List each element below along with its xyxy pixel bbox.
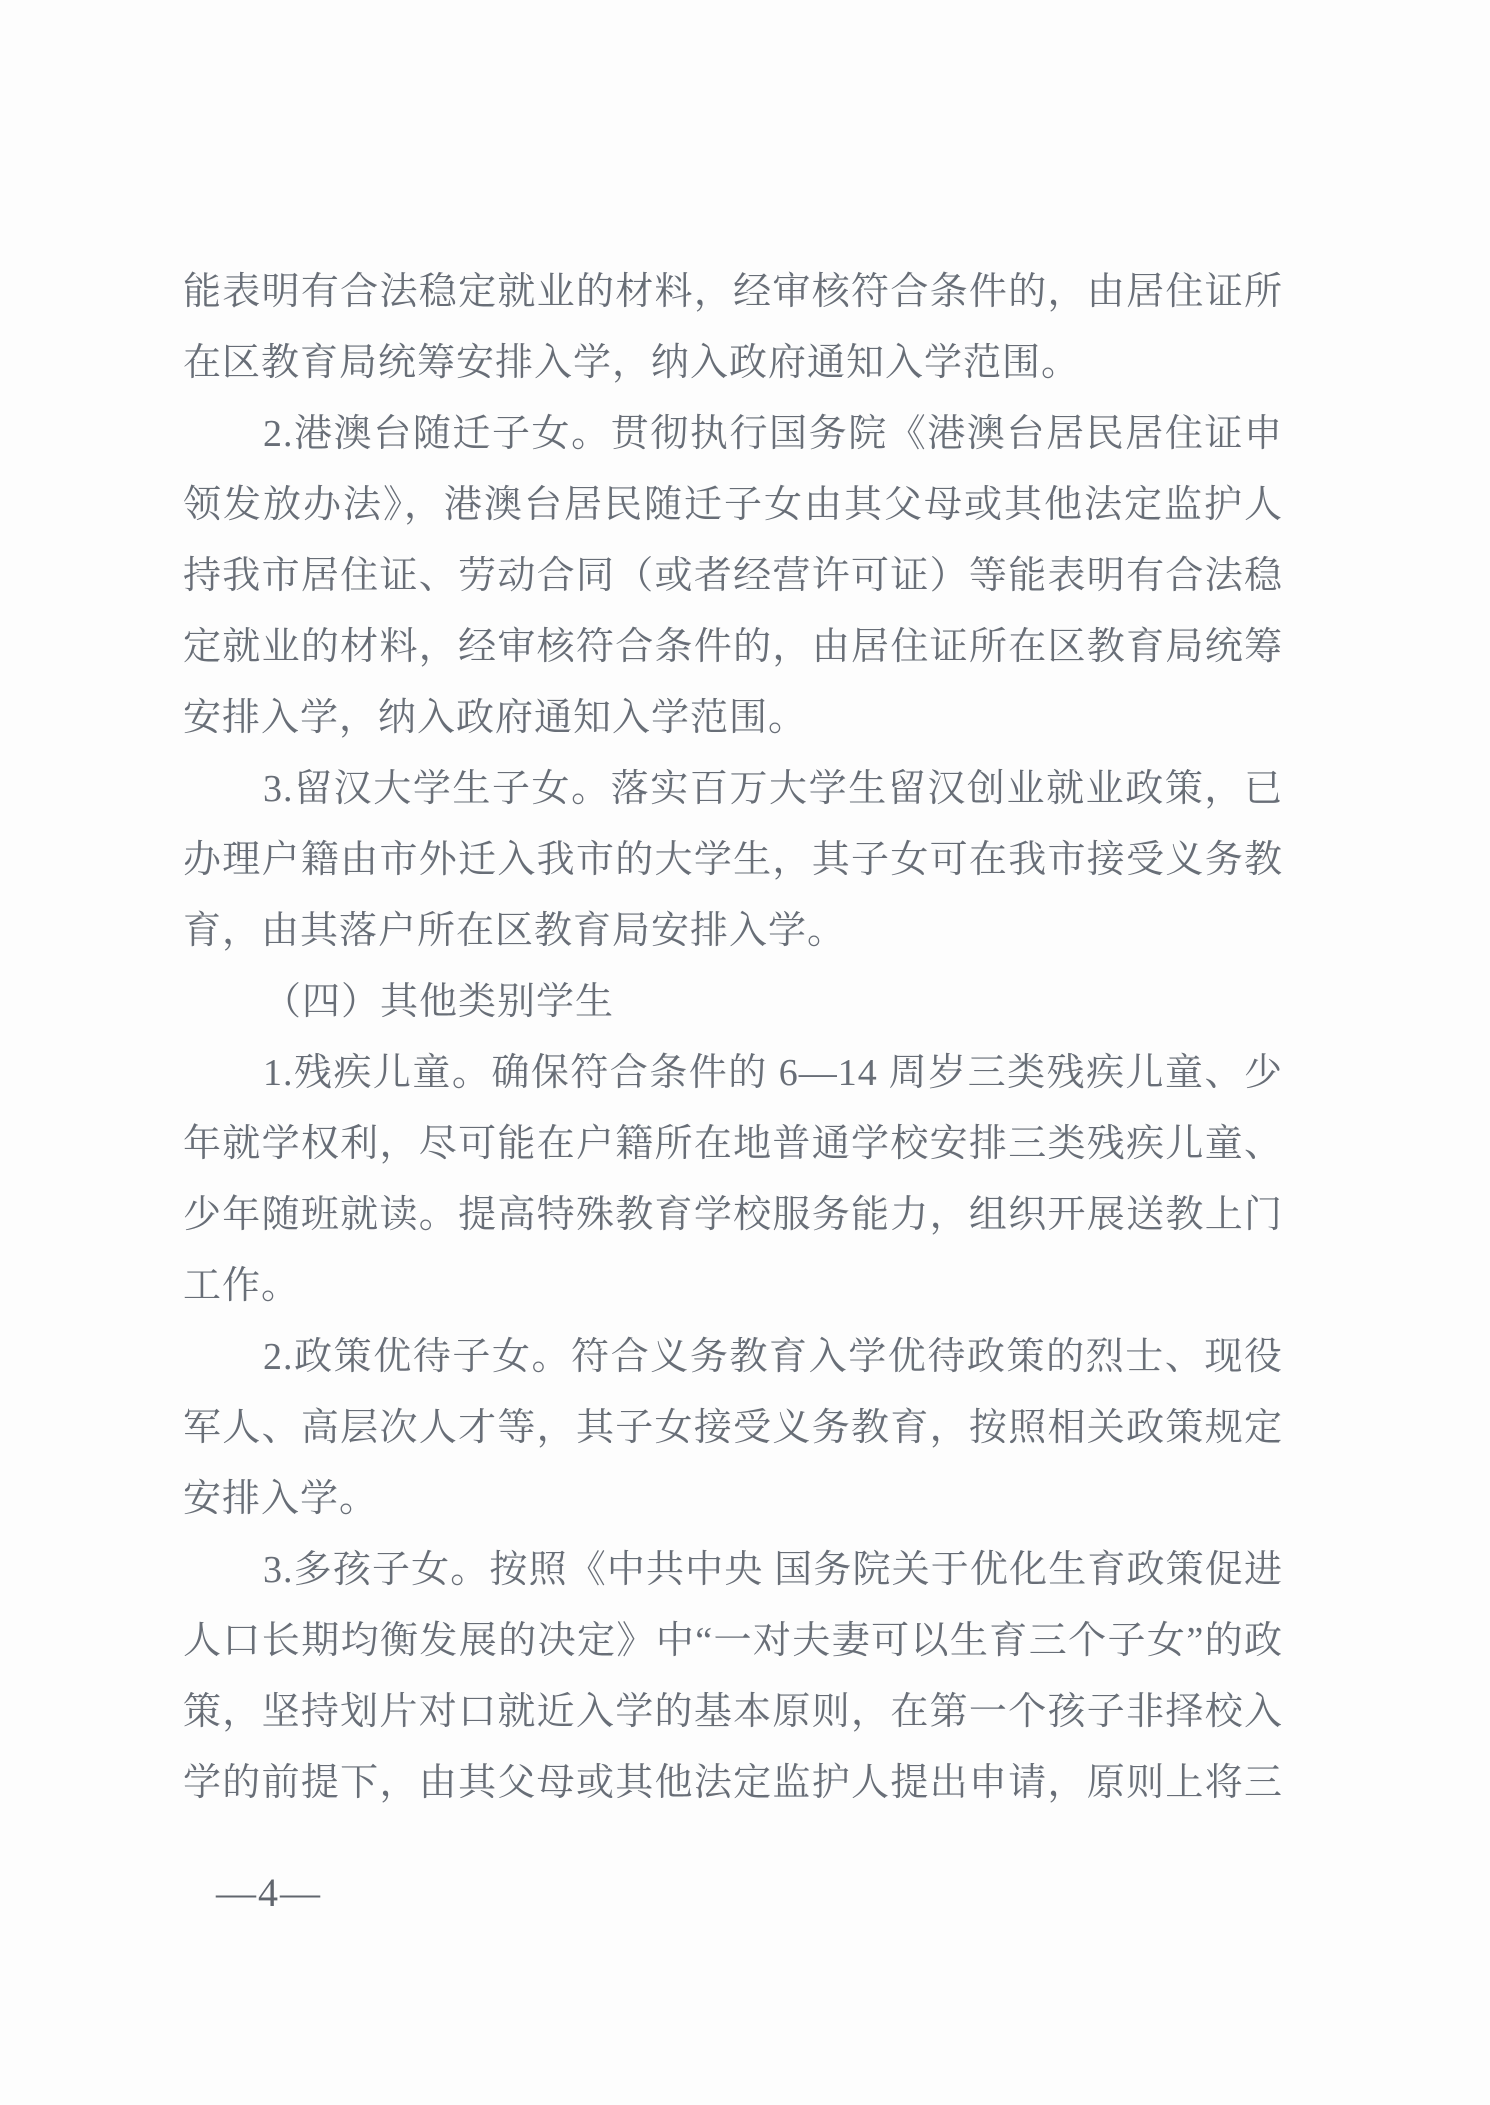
document-line: 领发放办法》，港澳台居民随迁子女由其父母或其他法定监护人 [183, 484, 1283, 526]
document-line: 年就学权利，尽可能在户籍所在地普通学校安排三类残疾儿童、 [183, 1123, 1283, 1165]
document-line: 在区教育局统筹安排入学，纳入政府通知入学范围。 [183, 342, 1081, 384]
document-line: 2.港澳台随迁子女。贯彻执行国务院《港澳台居民居住证申 [263, 413, 1283, 455]
document-line: 能表明有合法稳定就业的材料，经审核符合条件的，由居住证所 [183, 271, 1283, 313]
document-line: 持我市居住证、劳动合同（或者经营许可证）等能表明有合法稳 [183, 555, 1283, 597]
document-line: 军人、高层次人才等，其子女接受义务教育，按照相关政策规定 [183, 1407, 1283, 1449]
document-line: 定就业的材料，经审核符合条件的，由居住证所在区教育局统筹 [183, 626, 1283, 668]
document-line: 少年随班就读。提高特殊教育学校服务能力，组织开展送教上门 [183, 1194, 1283, 1236]
page-number: —4— [216, 1870, 322, 1915]
document-line: 安排入学，纳入政府通知入学范围。 [183, 697, 808, 739]
document-line: 策，坚持划片对口就近入学的基本原则，在第一个孩子非择校入 [183, 1691, 1283, 1733]
document-section-heading: （四）其他类别学生 [263, 981, 615, 1023]
document-line: 安排入学。 [183, 1478, 379, 1520]
document-line: 育，由其落户所在区教育局安排入学。 [183, 910, 847, 952]
document-line: 2.政策优待子女。符合义务教育入学优待政策的烈士、现役 [263, 1336, 1283, 1378]
document-line: 办理户籍由市外迁入我市的大学生，其子女可在我市接受义务教 [183, 839, 1283, 881]
document-line: 工作。 [183, 1265, 301, 1307]
document-line: 3.多孩子女。按照《中共中央 国务院关于优化生育政策促进 [263, 1549, 1283, 1591]
document-line: 1.残疾儿童。确保符合条件的 6—14 周岁三类残疾儿童、少 [263, 1052, 1283, 1094]
document-line: 3.留汉大学生子女。落实百万大学生留汉创业就业政策，已 [263, 768, 1283, 810]
document-line: 学的前提下，由其父母或其他法定监护人提出申请，原则上将三 [183, 1762, 1283, 1804]
text-block [183, 257, 1283, 1819]
document-line: 人口长期均衡发展的决定》中“一对夫妻可以生育三个子女”的政 [183, 1620, 1283, 1662]
